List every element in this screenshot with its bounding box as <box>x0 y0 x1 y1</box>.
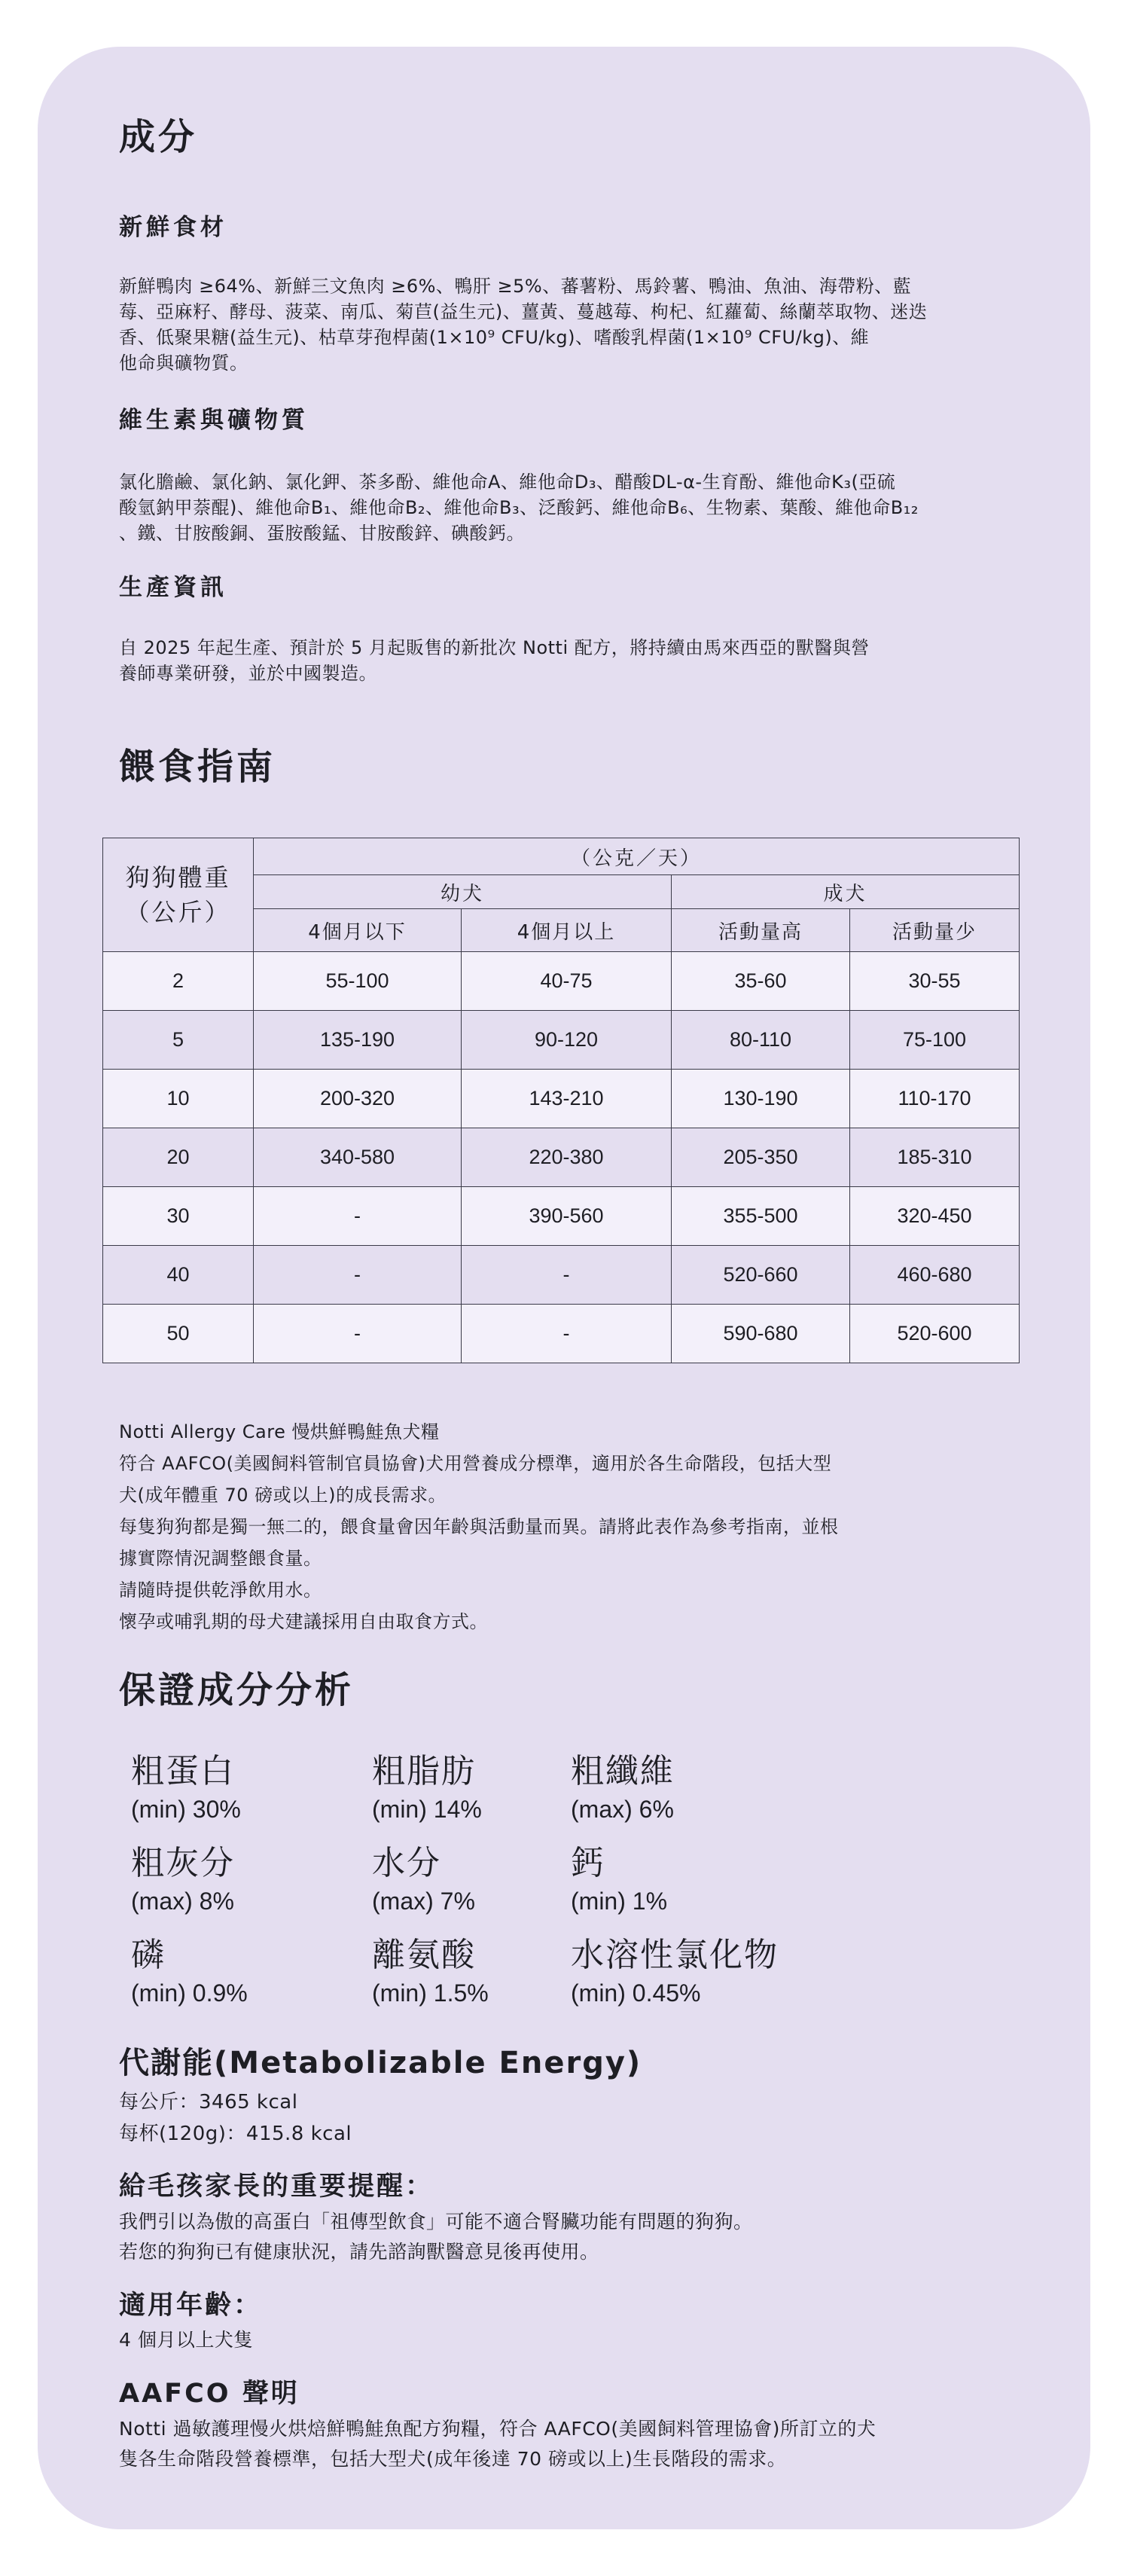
note-line: 請隨時提供乾淨飲用水。 <box>119 1579 322 1601</box>
feeding-notes <box>119 1416 1019 1637</box>
table-cell: 110-170 <box>850 1070 1020 1128</box>
production-info-text <box>119 635 1019 686</box>
table-row <box>103 1011 1020 1070</box>
text-line: Notti 過敏護理慢火烘焙鮮鴨鮭魚配方狗糧，符合 AAFCO(美國飼料管理協會)所訂立的犬 <box>119 2418 876 2440</box>
analysis-value: (min) 1% <box>571 1888 668 1915</box>
metabolizable-energy-values <box>119 2086 1019 2150</box>
table-cell: 75-100 <box>850 1011 1020 1070</box>
table-cell: 55-100 <box>254 952 462 1011</box>
analysis-name: 水溶性氯化物 <box>571 1936 779 1974</box>
analysis-value: (min) 14% <box>372 1796 482 1823</box>
text-line: 、鐵、甘胺酸銅、蛋胺酸錳、甘胺酸鋅、碘酸鈣。 <box>119 523 525 544</box>
analysis-item-crude-ash <box>131 1842 235 1918</box>
text-line: 隻各生命階段營養標準，包括大型犬(成年後達 70 磅或以上)生長階段的需求。 <box>119 2448 787 2470</box>
note-line: 據實際情況調整餵食量。 <box>119 1548 322 1569</box>
table-cell: - <box>254 1187 462 1246</box>
analysis-value: (min) 0.45% <box>571 1979 701 2007</box>
reminder-title: 給毛孩家長的重要提醒： <box>119 2172 434 2202</box>
table-cell: 520-600 <box>850 1305 1020 1363</box>
fresh-ingredients-heading: 新鮮食材 <box>119 214 227 241</box>
guaranteed-analysis-title: 保證成分分析 <box>119 1669 355 1711</box>
analysis-name: 粗脂肪 <box>372 1752 476 1790</box>
text-line: 自 2025 年起生產、預計於 5 月起販售的新批次 Notti 配方，將持續由馬來西亞的獸醫與營 <box>119 637 870 658</box>
text-line: 莓、亞麻籽、酵母、菠菜、南瓜、菊苣(益生元)、薑黃、蔓越莓、枸杞、紅蘿蔔、絲蘭萃取物、迷迭 <box>119 301 928 322</box>
analysis-item-moisture <box>372 1842 475 1918</box>
analysis-item-water-soluble-chloride <box>571 1934 779 2010</box>
text-line: 他命與礦物質。 <box>119 353 248 374</box>
table-cell: 5 <box>103 1011 254 1070</box>
analysis-value: (max) 8% <box>131 1888 234 1915</box>
table-cell: 185-310 <box>850 1128 1020 1187</box>
reminder-text <box>119 2207 1019 2267</box>
analysis-value: (min) 0.9% <box>131 1979 248 2007</box>
table-cell: 40-75 <box>462 952 672 1011</box>
analysis-name: 粗灰分 <box>131 1844 235 1882</box>
table-row <box>103 1128 1020 1187</box>
note-line: 符合 AAFCO(美國飼料管制官員協會)犬用營養成分標準，適用於各生命階段，包括大型 <box>119 1453 832 1474</box>
aafco-statement-title: AAFCO 聲明 <box>119 2379 300 2409</box>
text-line: 新鮮鴨肉 ≥64%、新鮮三文魚肉 ≥6%、鴨肝 ≥5%、蕃薯粉、馬鈴薯、鴨油、魚油、海帶粉、藍 <box>119 276 912 297</box>
analysis-value: (max) 6% <box>571 1796 674 1823</box>
analysis-item-crude-fiber <box>571 1750 675 1826</box>
feeding-table <box>102 838 1020 1363</box>
table-cell: 590-680 <box>672 1305 850 1363</box>
analysis-name: 鈣 <box>571 1844 605 1882</box>
note-line: 每隻狗狗都是獨一無二的，餵食量會因年齡與活動量而異。請將此表作為參考指南，並根 <box>119 1516 839 1537</box>
table-row <box>103 1070 1020 1128</box>
text-line: 我們引以為傲的高蛋白「祖傳型飲食」可能不適合腎臟功能有問題的狗狗。 <box>119 2211 753 2233</box>
analysis-item-crude-protein <box>131 1750 241 1826</box>
puppy-header: 幼犬 <box>254 875 672 909</box>
table-cell: 135-190 <box>254 1011 462 1070</box>
table-cell: - <box>462 1305 672 1363</box>
table-row <box>103 1187 1020 1246</box>
suitable-age-text <box>119 2327 1019 2353</box>
table-cell: - <box>462 1246 672 1305</box>
suitable-age-title: 適用年齡： <box>119 2291 263 2321</box>
text-line: 若您的狗狗已有健康狀況，請先諮詢獸醫意見後再使用。 <box>119 2241 599 2263</box>
analysis-value: (min) 30% <box>131 1796 241 1823</box>
ingredients-title: 成分 <box>119 116 198 158</box>
analysis-name: 磷 <box>131 1936 166 1974</box>
table-cell: 143-210 <box>462 1070 672 1128</box>
table-row <box>103 1246 1020 1305</box>
weight-header <box>103 838 254 952</box>
analysis-name: 粗纖維 <box>571 1752 675 1790</box>
energy-line: 每公斤：3465 kcal <box>119 2091 298 2114</box>
table-cell: - <box>254 1305 462 1363</box>
energy-line: 每杯(120g)：415.8 kcal <box>119 2123 352 2145</box>
table-cell: 220-380 <box>462 1128 672 1187</box>
table-cell: 320-450 <box>850 1187 1020 1246</box>
metabolizable-energy-title: 代謝能(Metabolizable Energy) <box>119 2046 642 2080</box>
table-cell: 205-350 <box>672 1128 850 1187</box>
table-cell: 40 <box>103 1246 254 1305</box>
production-info-heading: 生產資訊 <box>119 574 227 601</box>
aafco-statement-text <box>119 2414 1019 2474</box>
table-cell: 90-120 <box>462 1011 672 1070</box>
weight-header-label: 狗狗體重 <box>125 863 231 892</box>
analysis-name: 水分 <box>372 1844 441 1882</box>
unit-header: （公克／天） <box>254 838 1020 875</box>
table-row <box>103 952 1020 1011</box>
table-cell: 80-110 <box>672 1011 850 1070</box>
analysis-item-phosphorus <box>131 1934 248 2010</box>
text-line: 香、低聚果糖(益生元)、枯草芽孢桿菌(1×10⁹ CFU/kg)、嗜酸乳桿菌(1×10⁹ CFU/kg)、維 <box>119 327 870 348</box>
table-cell: 390-560 <box>462 1187 672 1246</box>
table-cell: 340-580 <box>254 1128 462 1187</box>
note-line: 犬(成年體重 70 磅或以上)的成長需求。 <box>119 1485 447 1506</box>
table-cell: 10 <box>103 1070 254 1128</box>
table-cell: 355-500 <box>672 1187 850 1246</box>
text-line: 氯化膽鹼、氯化鈉、氯化鉀、茶多酚、維他命A、維他命D₃、醋酸DL-α-生育酚、維他命K₃(亞硫 <box>119 472 896 493</box>
analysis-value: (min) 1.5% <box>372 1979 489 2007</box>
vitamins-minerals-heading: 維生素與礦物質 <box>119 407 309 434</box>
table-cell: 35-60 <box>672 952 850 1011</box>
text-line: 酸氫鈉甲萘醌)、維他命B₁、維他命B₂、維他命B₃、泛酸鈣、維他命B₆、生物素、葉酸、維他命B₁₂ <box>119 497 919 518</box>
table-cell: 2 <box>103 952 254 1011</box>
analysis-name: 粗蛋白 <box>131 1752 235 1790</box>
fresh-ingredients-text <box>119 273 1019 376</box>
table-cell: - <box>254 1246 462 1305</box>
sub-header-low-activity: 活動量少 <box>850 909 1020 952</box>
weight-header-unit: （公斤） <box>125 898 231 926</box>
table-row <box>103 1305 1020 1363</box>
table-cell: 30-55 <box>850 952 1020 1011</box>
vitamins-minerals-text <box>119 469 1019 546</box>
table-cell: 520-660 <box>672 1246 850 1305</box>
table-cell: 30 <box>103 1187 254 1246</box>
analysis-value: (max) 7% <box>372 1888 475 1915</box>
analysis-item-crude-fat <box>372 1750 482 1826</box>
table-cell: 50 <box>103 1305 254 1363</box>
table-cell: 460-680 <box>850 1246 1020 1305</box>
sub-header-over-4-months: 4個月以上 <box>462 909 672 952</box>
text-line: 養師專業研發，並於中國製造。 <box>119 663 377 684</box>
note-line: Notti Allergy Care 慢烘鮮鴨鮭魚犬糧 <box>119 1421 440 1442</box>
analysis-item-calcium <box>571 1842 667 1918</box>
feeding-guide-title: 餵食指南 <box>119 746 276 788</box>
sub-header-under-4-months: 4個月以下 <box>254 909 462 952</box>
table-cell: 20 <box>103 1128 254 1187</box>
sub-header-high-activity: 活動量高 <box>672 909 850 952</box>
text-line: 4 個月以上犬隻 <box>119 2329 253 2351</box>
table-cell: 200-320 <box>254 1070 462 1128</box>
adult-header: 成犬 <box>672 875 1020 909</box>
note-line: 懷孕或哺乳期的母犬建議採用自由取食方式。 <box>119 1611 488 1632</box>
analysis-item-lysine <box>372 1934 489 2010</box>
analysis-name: 離氨酸 <box>372 1936 476 1974</box>
table-cell: 130-190 <box>672 1070 850 1128</box>
